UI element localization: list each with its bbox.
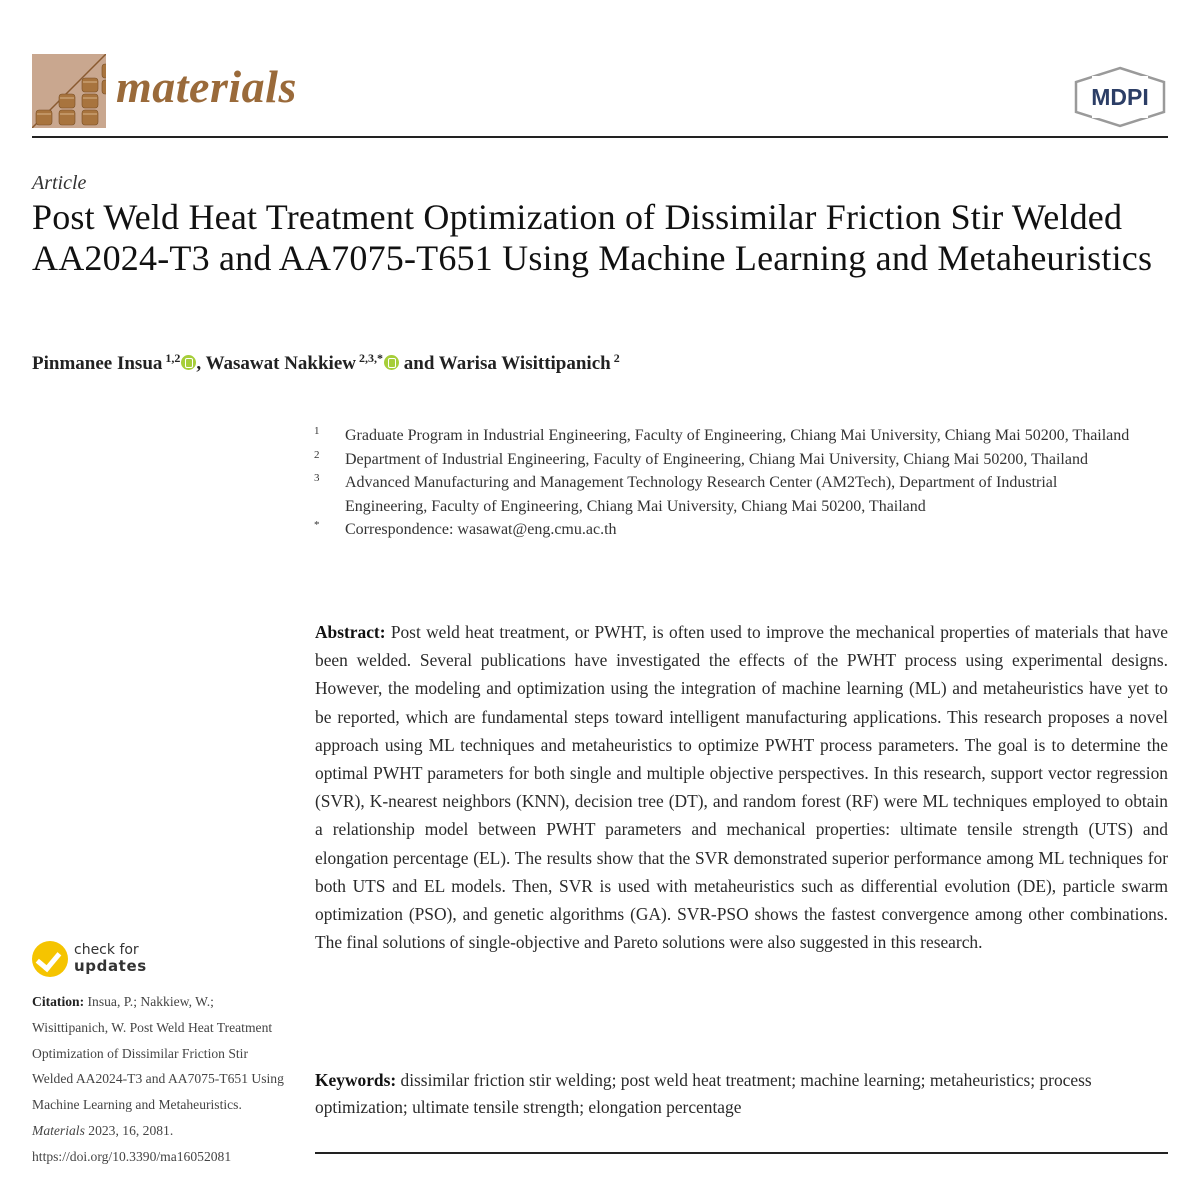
mdpi-logo-icon <box>1072 66 1168 128</box>
author-separator: and <box>399 353 439 374</box>
affiliations-list <box>314 424 1134 542</box>
keywords-text: dissimilar friction stir welding; post weld heat treatment; machine learning; metaheuristics; process optimization; ultimate tensile strength; elongation percentage <box>315 1070 1092 1117</box>
author-name[interactable]: Pinmanee Insua <box>32 353 163 374</box>
author-affiliation-marks: 2,3,* <box>359 351 383 365</box>
author-name[interactable]: Wasawat Nakkiew <box>205 353 356 374</box>
affiliation-number: 2 <box>314 448 320 461</box>
author-affiliation-marks: 2 <box>613 351 620 365</box>
author-affiliation-marks: 1,2 <box>165 351 181 365</box>
materials-logo-icon <box>32 54 106 128</box>
section-divider <box>315 1152 1168 1154</box>
author-list <box>32 351 620 375</box>
affiliation-number: 1 <box>314 425 320 437</box>
check-updates-line2: updates <box>74 957 147 975</box>
abstract-label: Abstract: <box>315 622 386 642</box>
affiliation-item <box>314 424 1134 448</box>
citation-label: Citation: <box>32 994 85 1009</box>
author-separator: , <box>196 353 206 374</box>
affiliation-item <box>314 471 1134 518</box>
citation-doi-link[interactable]: https://doi.org/10.3390/ma16052081 <box>32 1148 232 1164</box>
keywords <box>315 1067 1175 1121</box>
affiliation-item <box>314 448 1134 472</box>
correspondence-text[interactable]: Correspondence: wasawat@eng.cmu.ac.th <box>345 521 617 538</box>
correspondence-item <box>314 518 1134 542</box>
header-divider <box>32 136 1168 138</box>
check-updates-line1: check for <box>74 942 139 958</box>
journal-header <box>32 52 1168 138</box>
abstract <box>315 618 1168 956</box>
keywords-label: Keywords: <box>315 1070 397 1090</box>
orcid-icon[interactable] <box>181 355 196 370</box>
affiliation-text: Advanced Manufacturing and Management Technology Research Center (AM2Tech), Department of Industrial Engineering, Faculty of Engineering, Chiang Mai University, Chiang Mai 50200, Thailand <box>345 474 1058 515</box>
article-type: Article <box>32 172 87 194</box>
mdpi-logo-text: MDPI <box>1091 84 1149 110</box>
article-title: Post Weld Heat Treatment Optimization of Dissimilar Friction Stir Welded AA2024-T3 and AA7075-T651 Using Machine Learning and Metaheuristics <box>32 197 1153 278</box>
check-for-updates-button[interactable] <box>32 941 192 979</box>
orcid-icon[interactable] <box>384 355 399 370</box>
affiliation-number: 3 <box>314 472 320 484</box>
affiliation-text: Department of Industrial Engineering, Faculty of Engineering, Chiang Mai University, Chiang Mai 50200, Thailand <box>345 450 1088 468</box>
citation-block <box>32 989 292 1170</box>
affiliation-text: Graduate Program in Industrial Engineering, Faculty of Engineering, Chiang Mai University, Chiang Mai 50200, Thailand <box>345 427 1130 444</box>
abstract-text: Post weld heat treatment, or PWHT, is often used to improve the mechanical properties of materials that have been welded. Several publications have investigated the effects of the PWHT process using experimental designs. However, the modeling and optimization using the integration of machine learning (ML) and metaheuristics have yet to be reported, which are fundamental steps toward intelligent manufacturing applications. This research proposes a novel approach using ML techniques and metaheuristics to optimize PWHT process parameters. The goal is to determine the optimal PWHT parameters for both single and multiple objective perspectives. In this research, support vector regression (SVR), K-nearest neighbors (KNN), decision tree (DT), and random forest (RF) were ML techniques employed to obtain a relationship model between PWHT parameters and mechanical properties: ultimate tensile strength (UTS) and elongation percentage (EL). The results show that the SVR demonstrated superior performance among ML techniques for both UTS and EL models. Then, SVR is used with metaheuristics such as differential evolution (DE), particle swarm optimization (PSO), and genetic algorithms (GA). SVR-PSO shows the fastest convergence among other combinations. The final solutions of single-objective and Pareto solutions were also suggested in this research. <box>315 622 1168 953</box>
author-name[interactable]: Warisa Wisittipanich <box>438 353 611 374</box>
affiliation-number: * <box>314 519 320 531</box>
citation-journal: Materials <box>32 1122 85 1138</box>
citation-text: Insua, P.; Nakkiew, W.; Wisittipanich, W. Post Weld Heat Treatment Optimization of Dissimilar Friction Stir Welded AA2024-T3 and AA7075-T651 Using Machine Learning and Metaheuristics. <box>32 994 284 1113</box>
checkmark-icon <box>32 941 68 977</box>
journal-name: materials <box>116 61 297 112</box>
citation-year-volume: 2023, 16, 2081. <box>88 1122 174 1138</box>
